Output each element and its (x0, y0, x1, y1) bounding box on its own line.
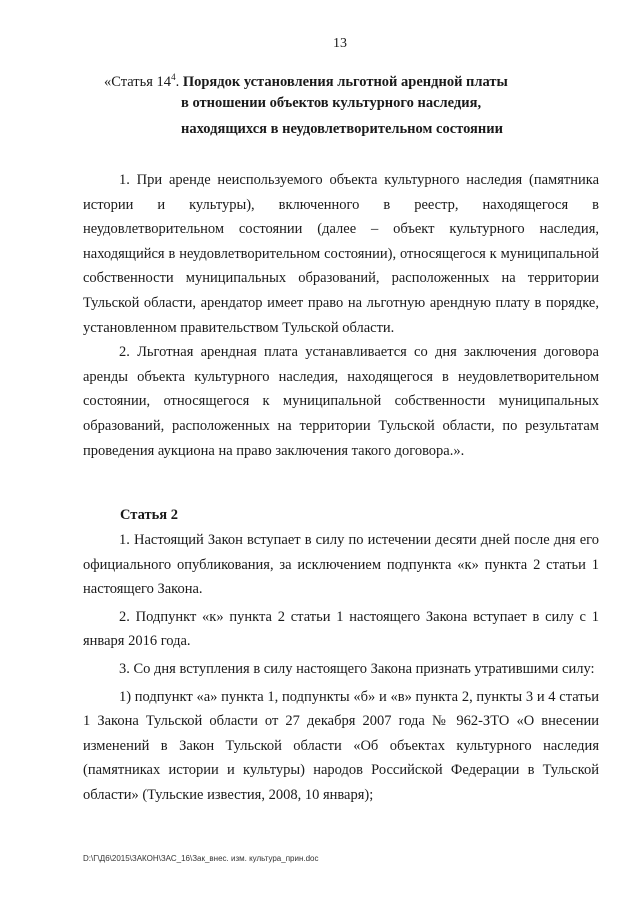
article-title-line2: в отношении объектов культурного наследия, (181, 95, 482, 111)
article-title-line3: находящихся в неудовлетворительном состоянии (181, 121, 503, 137)
article-number-dot: . (175, 74, 180, 90)
article-2-title: Статья 2 (120, 507, 178, 523)
article-2-paragraph-4: 1) подпункт «а» пункта 1, подпункты «б» и «в» пункта 2, пункты 3 и 4 статьи 1 Закона Тульской области от 27 декабря 2007 года № 962-ЗТО «О внесении изменений в Закон Тульской области «Об объектах культурного наследия (памятниках истории и культуры) народов Российской Федерации в Тульской области» (Тульские известия, 2008, 10 января); (83, 688, 599, 803)
file-path-footer: D:\Г\Д6\2015\ЗАКОН\ЗАС_16\Зак_внес. изм. культура_прин.doc (83, 854, 319, 863)
page-number: 13 (333, 36, 347, 51)
article-number-superscript: 4 (171, 72, 176, 82)
article-2-body (83, 528, 599, 808)
article-number: «Статья 14 (104, 74, 172, 90)
article-2-paragraph-1: 1. Настоящий Закон вступает в силу по истечении десяти дней после дня его официального опубликования, за исключением подпункта «к» пункта 2 статьи 1 настоящего Закона. (83, 532, 599, 598)
article-14-paragraph-2: 2. Льготная арендная плата устанавливается со дня заключения договора аренды объекта культурного наследия, находящегося в неудовлетворительном состоянии, относящегося к муниципальной собственности муниципальных образований, расположенных на территории Тульской области, по результатам проведения аукциона на право заключения такого договора.». (83, 344, 599, 459)
article-2-paragraph-3: 3. Со дня вступления в силу настоящего Закона признать утратившими силу: (119, 660, 595, 677)
article-14-paragraph-1: 1. При аренде неиспользуемого объекта культурного наследия (памятника истории и культуры), включенного в реестр, находящегося в неудовлетворительном состоянии (далее – объект культурного наследия, находящийся в неудовлетворительном состоянии), относящегося к муниципальной собственности муниципальных образований, расположенных на территории Тульской области, арендатор имеет право на льготную арендную плату в порядке, установленном правительством Тульской области. (83, 172, 599, 336)
article-2-paragraph-2: 2. Подпункт «к» пункта 2 статьи 1 настоящего Закона вступает в силу с 1 января 2016 года. (83, 608, 599, 650)
article-title-line1: Порядок установления льготной арендной платы (182, 74, 508, 90)
article-14-body (83, 168, 599, 463)
